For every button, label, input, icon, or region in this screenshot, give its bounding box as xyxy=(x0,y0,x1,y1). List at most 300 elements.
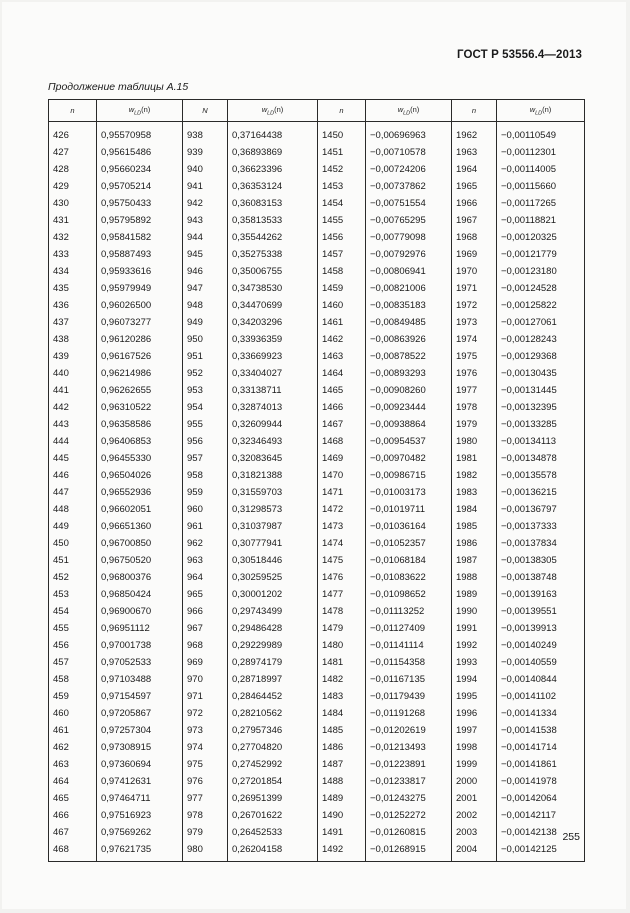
column-header xyxy=(318,100,366,122)
index-cell: 946 xyxy=(183,263,228,280)
value-cell: 0,26452533 xyxy=(228,824,318,841)
value-cell: −0,00792976 xyxy=(366,246,452,263)
value-cell: 0,96951112 xyxy=(97,620,183,637)
value-cell: −0,00140559 xyxy=(497,654,585,671)
value-cell: 0,97154597 xyxy=(97,688,183,705)
index-cell: 458 xyxy=(49,671,97,688)
index-cell: 978 xyxy=(183,807,228,824)
index-cell: 1452 xyxy=(318,161,366,178)
value-cell: −0,01052357 xyxy=(366,535,452,552)
column-header xyxy=(49,100,97,122)
value-cell: 0,32874013 xyxy=(228,399,318,416)
table-row xyxy=(49,535,585,552)
value-cell: 0,97412631 xyxy=(97,773,183,790)
index-cell: 452 xyxy=(49,569,97,586)
value-cell: −0,00806941 xyxy=(366,263,452,280)
value-cell: 0,96552936 xyxy=(97,484,183,501)
table-header-row xyxy=(49,100,585,122)
value-cell: −0,00849485 xyxy=(366,314,452,331)
value-cell: −0,00134113 xyxy=(497,433,585,450)
index-cell: 1487 xyxy=(318,756,366,773)
index-cell: 947 xyxy=(183,280,228,297)
index-cell: 438 xyxy=(49,331,97,348)
index-cell: 1975 xyxy=(452,348,497,365)
value-cell: 0,95841582 xyxy=(97,229,183,246)
value-cell: −0,00923444 xyxy=(366,399,452,416)
table-row xyxy=(49,246,585,263)
value-cell: −0,00136215 xyxy=(497,484,585,501)
index-cell: 451 xyxy=(49,552,97,569)
index-cell: 1470 xyxy=(318,467,366,484)
index-cell: 428 xyxy=(49,161,97,178)
value-cell: −0,00134878 xyxy=(497,450,585,467)
index-cell: 942 xyxy=(183,195,228,212)
table-row xyxy=(49,620,585,637)
index-cell: 955 xyxy=(183,416,228,433)
table-row xyxy=(49,127,585,144)
index-cell: 1492 xyxy=(318,841,366,862)
value-cell: −0,00135578 xyxy=(497,467,585,484)
value-cell: 0,96358586 xyxy=(97,416,183,433)
value-cell: −0,00138748 xyxy=(497,569,585,586)
value-cell: −0,01243275 xyxy=(366,790,452,807)
index-cell: 1476 xyxy=(318,569,366,586)
table-row xyxy=(49,450,585,467)
index-cell: 1455 xyxy=(318,212,366,229)
table-row xyxy=(49,569,585,586)
index-cell: 950 xyxy=(183,331,228,348)
index-cell: 466 xyxy=(49,807,97,824)
index-cell: 435 xyxy=(49,280,97,297)
index-cell: 1982 xyxy=(452,467,497,484)
value-cell: −0,00779098 xyxy=(366,229,452,246)
index-cell: 941 xyxy=(183,178,228,195)
index-cell: 2004 xyxy=(452,841,497,862)
table-row xyxy=(49,773,585,790)
index-cell: 1978 xyxy=(452,399,497,416)
index-cell: 956 xyxy=(183,433,228,450)
value-cell: −0,00878522 xyxy=(366,348,452,365)
value-cell: −0,01098652 xyxy=(366,586,452,603)
value-cell: 0,36353124 xyxy=(228,178,318,195)
table-row xyxy=(49,790,585,807)
value-cell: 0,28718997 xyxy=(228,671,318,688)
table-row xyxy=(49,807,585,824)
value-cell: −0,00751554 xyxy=(366,195,452,212)
table-row xyxy=(49,705,585,722)
value-cell: 0,97516923 xyxy=(97,807,183,824)
value-cell: −0,01260815 xyxy=(366,824,452,841)
value-cell: −0,00140844 xyxy=(497,671,585,688)
value-cell: −0,01003173 xyxy=(366,484,452,501)
index-cell: 976 xyxy=(183,773,228,790)
index-cell: 964 xyxy=(183,569,228,586)
value-cell: 0,97257304 xyxy=(97,722,183,739)
value-cell: 0,29229989 xyxy=(228,637,318,654)
value-cell: 0,29486428 xyxy=(228,620,318,637)
table-row xyxy=(49,552,585,569)
value-cell: 0,96455330 xyxy=(97,450,183,467)
column-header xyxy=(97,100,183,122)
index-cell: 939 xyxy=(183,144,228,161)
index-cell: 940 xyxy=(183,161,228,178)
column-header-symbol: w xyxy=(128,104,135,114)
value-cell: −0,00137834 xyxy=(497,535,585,552)
column-header-argument: (n) xyxy=(274,104,284,114)
value-cell: −0,00142125 xyxy=(497,841,585,862)
index-cell: 973 xyxy=(183,722,228,739)
value-cell: 0,95705214 xyxy=(97,178,183,195)
value-cell: −0,01113252 xyxy=(366,603,452,620)
index-cell: 433 xyxy=(49,246,97,263)
value-cell: 0,30777941 xyxy=(228,535,318,552)
index-cell: 952 xyxy=(183,365,228,382)
index-cell: 1473 xyxy=(318,518,366,535)
value-cell: 0,96651360 xyxy=(97,518,183,535)
value-cell: −0,00131445 xyxy=(497,382,585,399)
index-cell: 960 xyxy=(183,501,228,518)
index-cell: 1451 xyxy=(318,144,366,161)
index-cell: 957 xyxy=(183,450,228,467)
index-cell: 979 xyxy=(183,824,228,841)
value-cell: −0,00132395 xyxy=(497,399,585,416)
value-cell: 0,96310522 xyxy=(97,399,183,416)
value-cell: 0,32083645 xyxy=(228,450,318,467)
value-cell: −0,00117265 xyxy=(497,195,585,212)
value-cell: 0,33669923 xyxy=(228,348,318,365)
index-cell: 1480 xyxy=(318,637,366,654)
index-cell: 1962 xyxy=(452,127,497,144)
index-cell: 443 xyxy=(49,416,97,433)
value-cell: −0,01213493 xyxy=(366,739,452,756)
index-cell: 1464 xyxy=(318,365,366,382)
value-cell: 0,95750433 xyxy=(97,195,183,212)
index-cell: 457 xyxy=(49,654,97,671)
index-cell: 962 xyxy=(183,535,228,552)
index-cell: 448 xyxy=(49,501,97,518)
table-row xyxy=(49,399,585,416)
table-row xyxy=(49,433,585,450)
table-row xyxy=(49,722,585,739)
value-cell: −0,00142064 xyxy=(497,790,585,807)
value-cell: −0,01191268 xyxy=(366,705,452,722)
index-cell: 446 xyxy=(49,467,97,484)
index-cell: 1985 xyxy=(452,518,497,535)
value-cell: −0,00118821 xyxy=(497,212,585,229)
index-cell: 468 xyxy=(49,841,97,862)
value-cell: 0,35544262 xyxy=(228,229,318,246)
value-cell: −0,00125822 xyxy=(497,297,585,314)
index-cell: 943 xyxy=(183,212,228,229)
table-row xyxy=(49,739,585,756)
index-cell: 1973 xyxy=(452,314,497,331)
index-cell: 1461 xyxy=(318,314,366,331)
value-cell: 0,28464452 xyxy=(228,688,318,705)
index-cell: 938 xyxy=(183,127,228,144)
index-cell: 429 xyxy=(49,178,97,195)
value-cell: −0,00696963 xyxy=(366,127,452,144)
index-cell: 1457 xyxy=(318,246,366,263)
index-cell: 464 xyxy=(49,773,97,790)
index-cell: 1995 xyxy=(452,688,497,705)
value-cell: 0,97464711 xyxy=(97,790,183,807)
index-cell: 436 xyxy=(49,297,97,314)
value-cell: −0,00114005 xyxy=(497,161,585,178)
value-cell: 0,96900670 xyxy=(97,603,183,620)
value-cell: −0,01252272 xyxy=(366,807,452,824)
index-cell: 437 xyxy=(49,314,97,331)
value-cell: 0,96504026 xyxy=(97,467,183,484)
index-cell: 949 xyxy=(183,314,228,331)
value-cell: −0,01068184 xyxy=(366,552,452,569)
column-header-argument: (n) xyxy=(410,104,420,114)
index-cell: 1991 xyxy=(452,620,497,637)
value-cell: −0,01202619 xyxy=(366,722,452,739)
column-header-symbol: w xyxy=(529,104,536,114)
index-cell: 444 xyxy=(49,433,97,450)
value-cell: −0,00139551 xyxy=(497,603,585,620)
value-cell: 0,32346493 xyxy=(228,433,318,450)
table-row xyxy=(49,178,585,195)
index-cell: 1466 xyxy=(318,399,366,416)
index-cell: 1471 xyxy=(318,484,366,501)
index-cell: 445 xyxy=(49,450,97,467)
value-cell: 0,26701622 xyxy=(228,807,318,824)
value-cell: 0,97308915 xyxy=(97,739,183,756)
value-cell: 0,26951399 xyxy=(228,790,318,807)
index-cell: 1992 xyxy=(452,637,497,654)
data-table xyxy=(48,99,585,862)
document-code: ГОСТ Р 53556.4—2013 xyxy=(457,49,582,61)
index-cell: 1986 xyxy=(452,535,497,552)
value-cell: 0,34470699 xyxy=(228,297,318,314)
index-cell: 1483 xyxy=(318,688,366,705)
document-page xyxy=(2,2,626,909)
value-cell: −0,00710578 xyxy=(366,144,452,161)
index-cell: 459 xyxy=(49,688,97,705)
value-cell: −0,00938864 xyxy=(366,416,452,433)
table-row xyxy=(49,416,585,433)
index-cell: 1979 xyxy=(452,416,497,433)
table-row xyxy=(49,161,585,178)
index-cell: 431 xyxy=(49,212,97,229)
table-row xyxy=(49,841,585,862)
index-cell: 455 xyxy=(49,620,97,637)
column-header-argument: (n) xyxy=(141,104,151,114)
index-cell: 427 xyxy=(49,144,97,161)
index-cell: 1980 xyxy=(452,433,497,450)
index-cell: 1479 xyxy=(318,620,366,637)
value-cell: −0,00129368 xyxy=(497,348,585,365)
value-cell: −0,01141114 xyxy=(366,637,452,654)
value-cell: −0,00141978 xyxy=(497,773,585,790)
value-cell: −0,00141538 xyxy=(497,722,585,739)
value-cell: 0,30001202 xyxy=(228,586,318,603)
index-cell: 454 xyxy=(49,603,97,620)
index-cell: 450 xyxy=(49,535,97,552)
value-cell: 0,95795892 xyxy=(97,212,183,229)
index-cell: 449 xyxy=(49,518,97,535)
value-cell: −0,00893293 xyxy=(366,365,452,382)
value-cell: 0,36623396 xyxy=(228,161,318,178)
index-cell: 456 xyxy=(49,637,97,654)
table-row xyxy=(49,654,585,671)
value-cell: 0,32609944 xyxy=(228,416,318,433)
index-cell: 1967 xyxy=(452,212,497,229)
index-cell: 2002 xyxy=(452,807,497,824)
table-row xyxy=(49,229,585,246)
index-cell: 958 xyxy=(183,467,228,484)
table-row xyxy=(49,501,585,518)
value-cell: 0,34203296 xyxy=(228,314,318,331)
value-cell: −0,01019711 xyxy=(366,501,452,518)
index-cell: 1964 xyxy=(452,161,497,178)
index-cell: 1983 xyxy=(452,484,497,501)
value-cell: −0,00139913 xyxy=(497,620,585,637)
index-cell: 945 xyxy=(183,246,228,263)
table-row xyxy=(49,314,585,331)
value-cell: −0,01179439 xyxy=(366,688,452,705)
value-cell: −0,00970482 xyxy=(366,450,452,467)
index-cell: 440 xyxy=(49,365,97,382)
index-cell: 1469 xyxy=(318,450,366,467)
column-header-subscript: LD xyxy=(134,110,142,117)
index-cell: 1462 xyxy=(318,331,366,348)
value-cell: −0,00136797 xyxy=(497,501,585,518)
column-header-subscript: LD xyxy=(535,110,543,117)
index-cell: 1981 xyxy=(452,450,497,467)
index-cell: 1482 xyxy=(318,671,366,688)
index-cell: 447 xyxy=(49,484,97,501)
value-cell: 0,31298573 xyxy=(228,501,318,518)
column-header-symbol: N xyxy=(202,106,208,115)
index-cell: 1990 xyxy=(452,603,497,620)
index-cell: 1453 xyxy=(318,178,366,195)
index-cell: 430 xyxy=(49,195,97,212)
index-cell: 1989 xyxy=(452,586,497,603)
value-cell: 0,96262655 xyxy=(97,382,183,399)
index-cell: 948 xyxy=(183,297,228,314)
index-cell: 1489 xyxy=(318,790,366,807)
table-row xyxy=(49,365,585,382)
index-cell: 1969 xyxy=(452,246,497,263)
value-cell: −0,00142117 xyxy=(497,807,585,824)
value-cell: −0,01223891 xyxy=(366,756,452,773)
value-cell: −0,00765295 xyxy=(366,212,452,229)
index-cell: 442 xyxy=(49,399,97,416)
value-cell: 0,28210562 xyxy=(228,705,318,722)
value-cell: −0,00124528 xyxy=(497,280,585,297)
column-header xyxy=(183,100,228,122)
index-cell: 1475 xyxy=(318,552,366,569)
value-cell: 0,96750520 xyxy=(97,552,183,569)
value-cell: −0,00724206 xyxy=(366,161,452,178)
index-cell: 434 xyxy=(49,263,97,280)
index-cell: 974 xyxy=(183,739,228,756)
value-cell: −0,00115660 xyxy=(497,178,585,195)
index-cell: 1988 xyxy=(452,569,497,586)
index-cell: 1984 xyxy=(452,501,497,518)
table-row xyxy=(49,688,585,705)
index-cell: 1993 xyxy=(452,654,497,671)
index-cell: 462 xyxy=(49,739,97,756)
table-row xyxy=(49,297,585,314)
value-cell: −0,01233817 xyxy=(366,773,452,790)
value-cell: 0,27452992 xyxy=(228,756,318,773)
value-cell: 0,96602051 xyxy=(97,501,183,518)
column-header xyxy=(497,100,585,122)
index-cell: 1976 xyxy=(452,365,497,382)
index-cell: 1987 xyxy=(452,552,497,569)
value-cell: −0,00123180 xyxy=(497,263,585,280)
value-cell: −0,01167135 xyxy=(366,671,452,688)
index-cell: 980 xyxy=(183,841,228,862)
value-cell: 0,97621735 xyxy=(97,841,183,862)
index-cell: 959 xyxy=(183,484,228,501)
index-cell: 969 xyxy=(183,654,228,671)
column-header xyxy=(366,100,452,122)
value-cell: 0,36083153 xyxy=(228,195,318,212)
index-cell: 977 xyxy=(183,790,228,807)
index-cell: 2000 xyxy=(452,773,497,790)
value-cell: 0,97052533 xyxy=(97,654,183,671)
value-cell: −0,01083622 xyxy=(366,569,452,586)
table-row xyxy=(49,671,585,688)
index-cell: 1999 xyxy=(452,756,497,773)
value-cell: 0,35006755 xyxy=(228,263,318,280)
value-cell: 0,95570958 xyxy=(97,127,183,144)
value-cell: −0,01036164 xyxy=(366,518,452,535)
value-cell: 0,96850424 xyxy=(97,586,183,603)
index-cell: 1468 xyxy=(318,433,366,450)
value-cell: −0,00130435 xyxy=(497,365,585,382)
table-row xyxy=(49,348,585,365)
column-header xyxy=(228,100,318,122)
index-cell: 1484 xyxy=(318,705,366,722)
index-cell: 1972 xyxy=(452,297,497,314)
index-cell: 1970 xyxy=(452,263,497,280)
value-cell: −0,01127409 xyxy=(366,620,452,637)
column-header-symbol: n xyxy=(70,106,75,115)
value-cell: 0,35813533 xyxy=(228,212,318,229)
index-cell: 441 xyxy=(49,382,97,399)
value-cell: 0,33138711 xyxy=(228,382,318,399)
table-row xyxy=(49,484,585,501)
value-cell: 0,27957346 xyxy=(228,722,318,739)
value-cell: 0,96167526 xyxy=(97,348,183,365)
column-header-symbol: n xyxy=(339,106,344,115)
table-row xyxy=(49,331,585,348)
table-row xyxy=(49,263,585,280)
value-cell: −0,00139163 xyxy=(497,586,585,603)
index-cell: 1472 xyxy=(318,501,366,518)
table-row xyxy=(49,637,585,654)
column-header-subscript: LD xyxy=(267,110,275,117)
value-cell: −0,00142138 xyxy=(497,824,585,841)
index-cell: 1474 xyxy=(318,535,366,552)
index-cell: 944 xyxy=(183,229,228,246)
index-cell: 1994 xyxy=(452,671,497,688)
value-cell: −0,00110549 xyxy=(497,127,585,144)
value-cell: −0,00141861 xyxy=(497,756,585,773)
index-cell: 1490 xyxy=(318,807,366,824)
index-cell: 971 xyxy=(183,688,228,705)
index-cell: 439 xyxy=(49,348,97,365)
value-cell: −0,00121779 xyxy=(497,246,585,263)
value-cell: −0,00140249 xyxy=(497,637,585,654)
value-cell: 0,97001738 xyxy=(97,637,183,654)
index-cell: 1481 xyxy=(318,654,366,671)
